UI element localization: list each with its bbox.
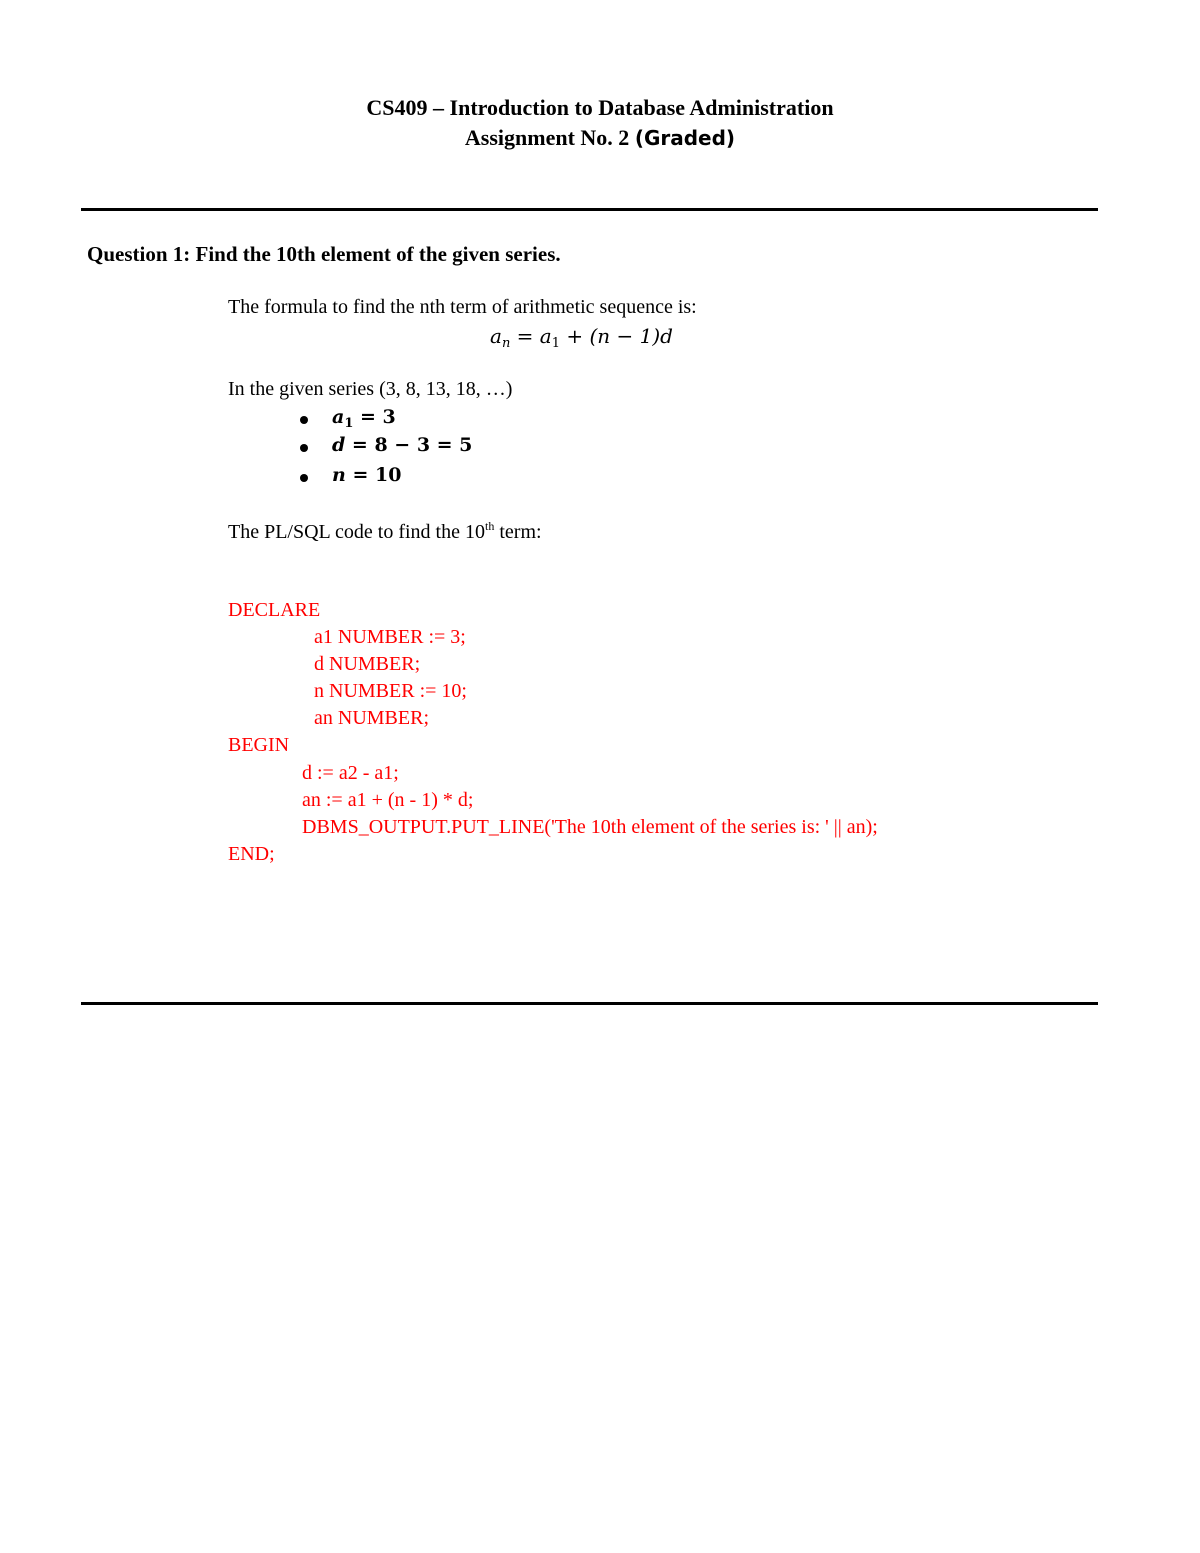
bullet-dot <box>300 416 308 424</box>
code-line: d := a2 - a1; <box>302 762 399 784</box>
formula-lhs-sub: n <box>501 336 511 351</box>
assignment-subtitle <box>0 125 1200 151</box>
bullet-var: a <box>332 406 345 428</box>
code-line: DECLARE <box>228 599 321 621</box>
code-line: n NUMBER := 10; <box>314 680 467 702</box>
code-line: a1 NUMBER := 3; <box>314 626 466 648</box>
code-intro-sup: th <box>485 519 495 533</box>
code-line: BEGIN <box>228 734 290 756</box>
bullet-var: d <box>332 434 346 456</box>
bullet-dot <box>300 474 308 482</box>
formula-equals: = <box>510 324 540 348</box>
bullet-var: n <box>332 464 346 486</box>
code-line: d NUMBER; <box>314 653 421 675</box>
bullet-expr: = 8 − 3 = 5 <box>345 434 473 456</box>
code-intro <box>228 519 542 544</box>
document-title: CS409 – Introduction to Database Administration <box>366 95 834 120</box>
code-intro-text: The PL/SQL code to find the 10 <box>228 521 485 543</box>
code-intro-after: term: <box>494 521 542 543</box>
top-divider <box>81 208 1098 211</box>
code-line: an := a1 + (n - 1) * d; <box>302 789 474 811</box>
formula-rhs-rest: + (n − 1)d <box>560 324 673 348</box>
question-label: Question 1: <box>87 242 191 266</box>
formula-rhs-sub: 1 <box>551 336 561 351</box>
bottom-divider <box>81 1002 1098 1005</box>
bullet-sub: 1 <box>344 416 354 431</box>
assignment-number: Assignment No. 2 <box>464 125 635 150</box>
code-line: END; <box>228 843 275 865</box>
formula-rhs: a <box>539 324 552 348</box>
series-intro: In the given series (3, 8, 13, 18, …) <box>228 378 513 400</box>
code-line: DBMS_OUTPUT.PUT_LINE('The 10th element of the series is: ' || an); <box>302 816 878 838</box>
question-text: Find the 10th element of the given series. <box>190 242 561 266</box>
question-heading <box>87 242 561 267</box>
bullet-expr: = 3 <box>353 406 396 428</box>
formula-intro: The formula to find the nth term of arithmetic sequence is: <box>228 296 697 318</box>
bullet-n <box>332 464 401 486</box>
bullet-dot <box>300 444 308 452</box>
bullet-expr: = 10 <box>345 464 402 486</box>
bullet-d <box>332 434 472 456</box>
code-line: an NUMBER; <box>314 707 429 729</box>
formula-lhs: a <box>490 324 502 348</box>
nth-term-formula <box>490 324 673 351</box>
graded-label: (Graded) <box>634 126 736 150</box>
bullet-a1 <box>332 406 396 431</box>
